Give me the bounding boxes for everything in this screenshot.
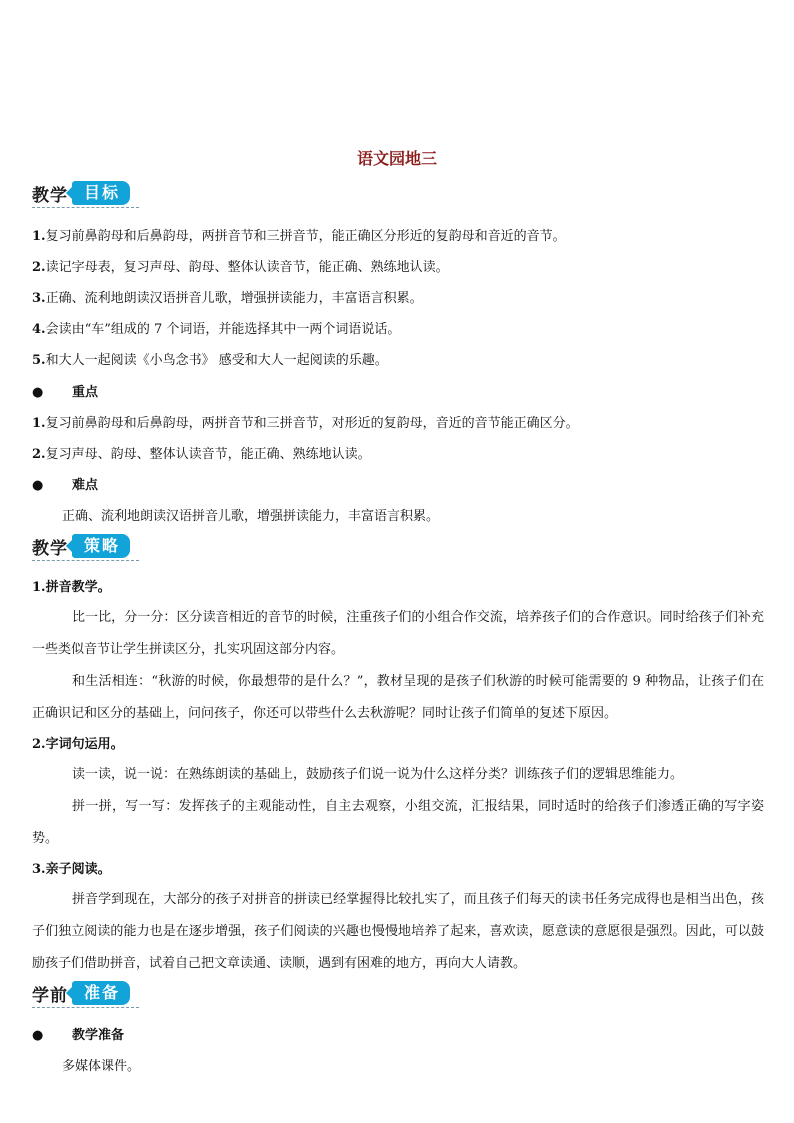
strategy-heading-3: 3.亲子阅读。: [32, 862, 111, 877]
key-points-heading: [32, 384, 98, 402]
strategy-heading-1: 1.拼音教学。: [32, 580, 111, 595]
strategy-paragraph: 读一读，说一说：在熟练朗读的基础上，鼓励孩子们说一说为什么这样分类？训练孩子们的逻辑思维能力。: [72, 767, 684, 782]
section-pill-label: 目标: [72, 181, 130, 205]
key-point-item-1: [32, 415, 579, 433]
key-points-label: 重点: [72, 385, 99, 400]
section-pill-label: 策略: [72, 534, 130, 558]
section-underline: [32, 560, 139, 561]
bullet-icon: ●: [32, 478, 44, 493]
section-underline: [32, 1007, 139, 1008]
goal-number: 3.: [32, 291, 46, 306]
goal-text: 复习前鼻韵母和后鼻韵母，两拼音节和三拼音节，能正确区分形近的复韵母和音近的音节。: [45, 229, 566, 244]
key-point-number: 1.: [32, 416, 46, 431]
section-lead-text: 学前: [32, 985, 68, 1006]
section-underline: [32, 207, 139, 208]
strategy-paragraph: 比一比，分一分：区分读音相近的音节的时候，注重孩子们的小组合作交流，培养孩子们的合作意识。同时给孩子们补充一些类似音节让学生拼读区分，扎实巩固这部分内容。: [32, 610, 764, 657]
section-header-goals: [32, 180, 130, 206]
page-title: 语文园地三: [356, 149, 437, 168]
goal-item-4: [32, 321, 400, 339]
prep-heading: [32, 1027, 124, 1045]
goal-text: 和大人一起阅读《小鸟念书》 感受和大人一起阅读的乐趣。: [45, 353, 388, 368]
key-point-item-2: [32, 446, 371, 464]
goal-text: 读记字母表，复习声母、韵母、整体认读音节，能正确、熟练地认读。: [45, 260, 449, 275]
strategy-heading-2: 2.字词句运用。: [32, 737, 124, 752]
key-point-number: 2.: [32, 447, 46, 462]
difficulty-text: 正确、流利地朗读汉语拼音儿歌，增强拼读能力，丰富语言积累。: [62, 509, 440, 524]
prep-label: 教学准备: [72, 1028, 125, 1043]
goal-number: 4.: [32, 322, 46, 337]
goal-number: 2.: [32, 260, 46, 275]
goal-number: 1.: [32, 229, 46, 244]
key-point-text: 复习声母、韵母、整体认读音节，能正确、熟练地认读。: [45, 447, 371, 462]
bullet-icon: ●: [32, 385, 44, 400]
goal-item-2: [32, 259, 449, 277]
strategy-paragraph: 和生活相连：“秋游的时候，你最想带的是什么？”，教材呈现的是孩子们秋游的时候可能需要的 9 种物品，让孩子们在正确识记和区分的基础上，问问孩子，你还可以带些什么去秋游呢？同时让孩子们简单的复述下原因。: [32, 674, 764, 721]
difficulty-heading: [32, 477, 98, 495]
goal-item-1: [32, 228, 566, 246]
goal-number: 5.: [32, 353, 46, 368]
section-lead-text: 教学: [32, 538, 68, 559]
prep-text: 多媒体课件。: [62, 1059, 141, 1074]
goal-item-3: [32, 290, 423, 308]
goal-text: 会读由“车”组成的 7 个词语，并能选择其中一两个词语说话。: [45, 322, 401, 337]
strategy-paragraph: 拼一拼，写一写：发挥孩子的主观能动性，自主去观察，小组交流，汇报结果，同时适时的给孩子们渗透正确的写字姿势。: [32, 799, 764, 846]
bullet-icon: ●: [32, 1028, 44, 1043]
section-header-prep: [32, 980, 130, 1006]
key-point-text: 复习前鼻韵母和后鼻韵母，两拼音节和三拼音节，对形近的复韵母，音近的音节能正确区分。: [45, 416, 579, 431]
difficulty-label: 难点: [72, 478, 99, 493]
strategy-paragraph: 拼音学到现在，大部分的孩子对拼音的拼读已经掌握得比较扎实了，而且孩子们每天的读书任务完成得也是相当出色，孩子们独立阅读的能力也是在逐步增强，孩子们阅读的兴趣也慢慢地培养了起来，喜欢读，愿意读的意愿很是强烈。因此，可以鼓励孩子们借助拼音，试着自己把文章读通、读顺，遇到有困难的地方，再向大人请教。: [32, 892, 764, 971]
section-lead-text: 教学: [32, 185, 68, 206]
goal-item-5: [32, 352, 388, 370]
section-pill-label: 准备: [72, 981, 130, 1005]
goal-text: 正确、流利地朗读汉语拼音儿歌，增强拼读能力，丰富语言积累。: [45, 291, 423, 306]
section-header-strategy: [32, 533, 130, 559]
